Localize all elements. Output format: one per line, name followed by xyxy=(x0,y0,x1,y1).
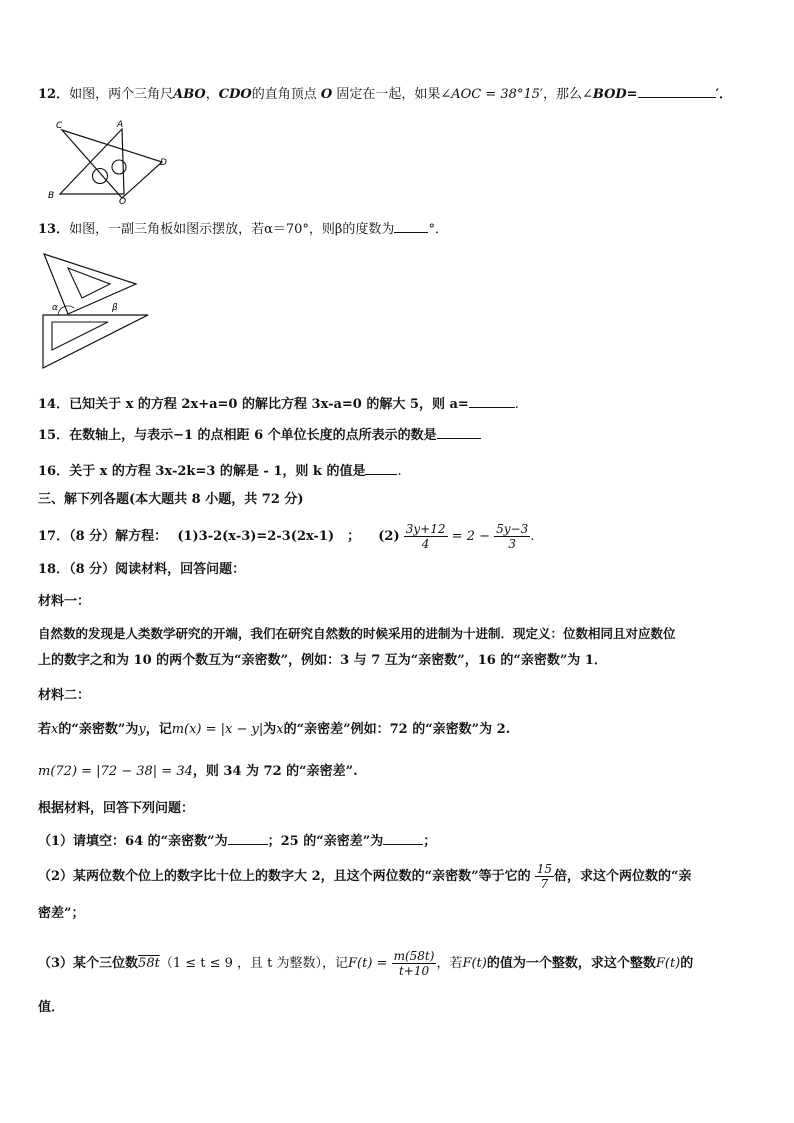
question-number: 12． xyxy=(38,87,70,102)
p3-text: 的 xyxy=(680,956,694,971)
material-2-line2 xyxy=(38,762,358,782)
label-beta: β xyxy=(112,303,118,313)
q12-text-mid2: 固定在一起，如果 xyxy=(336,87,441,102)
set-square-upper-inner xyxy=(68,268,110,298)
triangle-hole xyxy=(93,169,108,184)
m2-text: 的“亲密差”例如：72 的“亲密数”为 2. xyxy=(283,722,511,737)
m2-text: ，则 34 为 72 的“亲密差”. xyxy=(192,764,358,779)
fraction xyxy=(494,522,530,551)
point-o: O xyxy=(320,87,333,102)
q13-tail: °． xyxy=(428,222,448,237)
q17-part2-label: (2) xyxy=(378,529,400,544)
formula-m-72: m(72) = |72 − 38| = 34 xyxy=(38,764,193,779)
answer-blank[interactable] xyxy=(228,830,268,845)
label-a: A xyxy=(117,120,124,130)
q12-eq: = xyxy=(626,87,638,102)
label-d: D xyxy=(160,158,167,168)
frac-den: t+10 xyxy=(398,964,430,978)
question-12 xyxy=(38,83,732,105)
frac-num: 15 xyxy=(536,862,552,876)
q18-part3 xyxy=(38,942,693,986)
fraction xyxy=(535,862,554,891)
q14-tail: . xyxy=(514,397,519,412)
triangle-cdo: CDO xyxy=(218,87,252,102)
q12-sep: ， xyxy=(205,87,219,102)
p3-text: （1 ≤ t ≤ 9 ，且 t 为整数），记 xyxy=(159,956,349,971)
answer-blank[interactable] xyxy=(365,460,397,475)
material-2-title: 材料二： xyxy=(38,688,91,703)
p3-text: 的值为一个整数，求这个整数 xyxy=(486,956,656,971)
answer-blank[interactable] xyxy=(394,218,428,233)
frac-num: 5y−3 xyxy=(496,522,529,536)
material-1-title: 材料一： xyxy=(38,594,91,609)
frac-den: 4 xyxy=(421,537,430,551)
q16-text: 关于 x 的方程 3x-2k=3 的解是 - 1，则 k 的值是 xyxy=(69,464,366,479)
question-number: 14． xyxy=(38,397,70,412)
question-number: 17． xyxy=(38,529,70,544)
q12-figure xyxy=(44,116,174,206)
function-f-t: F(t) xyxy=(655,956,681,971)
q15-text: 在数轴上，与表示−1 的点相距 6 个单位长度的点所表示的数是 xyxy=(69,428,437,443)
label-o: O xyxy=(119,197,127,206)
section-heading: 三、解下列各题(本大题共 8 小题，共 72 分) xyxy=(38,492,304,507)
q13-figure xyxy=(38,250,156,372)
formula-m-x: m(x) = |x − y| xyxy=(171,722,264,737)
question-number: 16． xyxy=(38,464,70,479)
m2-text: 若 xyxy=(38,722,52,737)
triangle-abo: ABO xyxy=(173,87,206,102)
set-square-lower xyxy=(43,315,148,368)
m2-text: ，记 xyxy=(145,722,172,737)
q17-eq: = 2 − xyxy=(451,529,490,544)
frac-den: 7 xyxy=(540,877,549,891)
question-14 xyxy=(38,393,519,415)
var-x: x xyxy=(276,722,284,737)
label-alpha: α xyxy=(52,303,58,313)
question-number: 13． xyxy=(38,222,70,237)
answer-blank[interactable] xyxy=(437,424,481,439)
frac-num: 3y+12 xyxy=(405,522,446,536)
label-b: B xyxy=(48,191,55,201)
question-15 xyxy=(38,424,481,446)
q16-tail: . xyxy=(397,464,402,479)
question-16 xyxy=(38,460,402,482)
question-13 xyxy=(38,218,448,240)
frac-den: 3 xyxy=(508,537,516,551)
q18-part1 xyxy=(38,830,436,852)
angle-bod: BOD xyxy=(592,87,627,102)
answer-blank[interactable] xyxy=(469,393,515,408)
angle-aoc: ∠AOC = 38°15′ xyxy=(440,87,543,102)
answer-blank[interactable] xyxy=(638,83,716,98)
three-digit-number: 58t xyxy=(138,956,160,971)
material-1-line2: 上的数字之和为 10 的两个数互为“亲密数”，例如：3 与 7 互为“亲密数”，16 的“亲密数”为 1． xyxy=(38,653,607,668)
material-1-line1: 自然数的发现是人类数学研究的开端，我们在研究自然数的时候采用的进制为十进制．现定义：位数相同且对应数位 xyxy=(38,626,676,641)
fraction xyxy=(392,949,437,978)
set-square-lower-inner xyxy=(52,322,108,350)
q12-tail: ′． xyxy=(715,87,733,102)
function-f: F(t) = xyxy=(348,956,388,971)
p2-text: （2）某两位数个位上的数字比十位上的数字大 2，且这个两位数的“亲密数”等于它的 xyxy=(38,869,531,884)
function-f-t: F(t) xyxy=(462,956,487,971)
var-x: x xyxy=(51,722,59,737)
q17-part1: (1)3-2(x-3)=2-3(2x-1) ； xyxy=(177,529,361,544)
q18-title: （8 分）阅读材料，回答问题： xyxy=(69,562,246,577)
q17-end: . xyxy=(530,529,535,544)
p3-text: ，若 xyxy=(436,956,463,971)
q13-text: 如图，一副三角板如图示摆放，若α＝70°，则β的度数为 xyxy=(69,222,395,237)
q14-text: 已知关于 x 的方程 2x+a=0 的解比方程 3x-a=0 的解大 5，则 a= xyxy=(69,397,469,412)
q12-text-post: ，那么∠ xyxy=(542,87,593,102)
p1-text: ；25 的“亲密差”为 xyxy=(267,834,384,849)
answer-blank[interactable] xyxy=(383,830,423,845)
question-number: 15． xyxy=(38,428,70,443)
q12-text-mid: 的直角顶点 xyxy=(251,87,317,102)
material-2-line1 xyxy=(38,720,510,740)
var-y: y xyxy=(138,722,146,737)
label-c: C xyxy=(56,121,63,131)
p3-text: （3）某个三位数 xyxy=(38,956,139,971)
frac-num: m(58t) xyxy=(393,949,435,963)
question-number: 18． xyxy=(38,562,70,577)
question-18 xyxy=(38,560,245,580)
p2-text: 倍，求这个两位数的“亲 xyxy=(554,869,692,884)
m2-text: 为 xyxy=(263,722,277,737)
p1-text: ； xyxy=(423,834,437,849)
q18-part2-line2: 密差”； xyxy=(38,906,85,921)
fraction xyxy=(404,522,448,551)
triangle-hole xyxy=(112,160,126,174)
question-17 xyxy=(38,519,534,555)
q18-part3-line2: 值． xyxy=(38,1000,65,1015)
q17-score: （8 分）解方程： xyxy=(69,529,168,544)
q18-part2 xyxy=(38,856,691,898)
m2-text: 的“亲密数”为 xyxy=(58,722,139,737)
q18-ask: 根据材料，回答下列问题： xyxy=(38,801,195,816)
p1-text: （1）请填空：64 的“亲密数”为 xyxy=(38,834,228,849)
q12-text: 如图，两个三角尺 xyxy=(69,87,174,102)
